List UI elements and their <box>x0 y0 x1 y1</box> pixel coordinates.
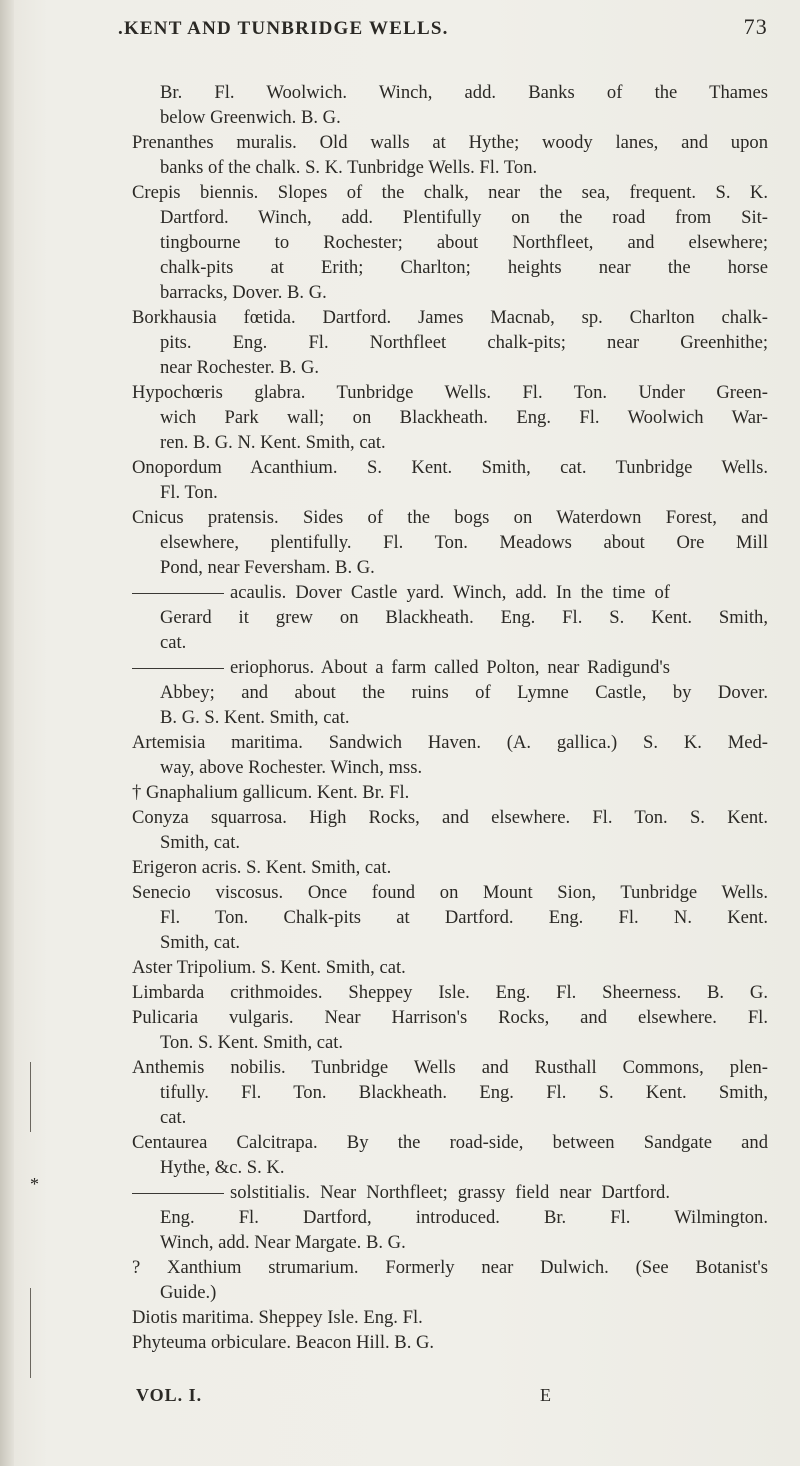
text-line <box>160 431 386 455</box>
signature-mark: VOL. I. <box>136 1385 203 1405</box>
text-line <box>132 806 768 830</box>
text-line-content: Diotis maritima. Sheppey Isle. Eng. Fl. <box>132 1307 423 1328</box>
text-line-content: tingbourne to Rochester; about Northfleet, and elsewhere; <box>160 232 768 253</box>
text-line <box>160 1106 186 1130</box>
text-line-content: Prenanthes muralis. Old walls at Hythe; woody lanes, and upon <box>132 132 768 153</box>
text-line <box>132 381 768 405</box>
text-line-content: † Gnaphalium gallicum. Kent. Br. Fl. <box>132 782 410 803</box>
text-line-content: B. G. S. Kent. Smith, cat. <box>160 707 350 728</box>
text-line <box>132 1331 434 1355</box>
page-gutter-shadow <box>0 0 14 1466</box>
text-line-content: banks of the chalk. S. K. Tunbridge Wells. Fl. Ton. <box>160 157 538 178</box>
text-line-content: Abbey; and about the ruins of Lymne Castle, by Dover. <box>160 682 768 703</box>
text-line-content: Conyza squarrosa. High Rocks, and elsewhere. Fl. Ton. S. Kent. <box>132 807 768 828</box>
margin-bracket <box>30 1288 31 1378</box>
text-line <box>132 506 768 530</box>
text-line <box>160 756 422 780</box>
text-line-content: Senecio viscosus. Once found on Mount Sion, Tunbridge Wells. <box>132 882 768 903</box>
text-line-content: wich Park wall; on Blackheath. Eng. Fl. Woolwich War- <box>160 407 768 428</box>
text-line-content: Onopordum Acanthium. S. Kent. Smith, cat. Tunbridge Wells. <box>132 457 768 478</box>
text-line-content: Pond, near Feversham. B. G. <box>160 557 375 578</box>
text-line-content: Winch, add. Near Margate. B. G. <box>160 1232 406 1253</box>
text-line <box>132 981 768 1005</box>
text-line <box>160 831 240 855</box>
text-line-content: Anthemis nobilis. Tunbridge Wells and Rusthall Commons, plen- <box>132 1057 768 1078</box>
text-line-content: way, above Rochester. Winch, mss. <box>160 757 423 778</box>
text-line-content: Guide.) <box>160 1282 217 1303</box>
text-line-content: tifully. Fl. Ton. Blackheath. Eng. Fl. S. Kent. Smith, <box>160 1082 768 1103</box>
text-line <box>160 106 341 130</box>
text-line <box>160 1156 284 1180</box>
text-line <box>160 631 186 655</box>
signature-letter: E <box>540 1385 551 1405</box>
text-line <box>132 131 768 155</box>
text-line <box>132 1181 670 1205</box>
text-line <box>132 181 768 205</box>
text-line-content: acaulis. Dover Castle yard. Winch, add. In the time of <box>230 582 670 603</box>
text-line-content: solstitialis. Near Northfleet; grassy field near Dartford. <box>230 1182 670 1203</box>
text-line <box>132 881 768 905</box>
text-line <box>160 256 768 280</box>
text-line <box>160 1081 768 1105</box>
text-line-content: elsewhere, plentifully. Fl. Ton. Meadows about Ore Mill <box>160 532 768 553</box>
text-line <box>132 456 768 480</box>
text-line-content: Crepis biennis. Slopes of the chalk, near the sea, frequent. S. K. <box>132 182 768 203</box>
text-line <box>160 1231 406 1255</box>
text-line <box>160 156 537 180</box>
text-line-content: Borkhausia fœtida. Dartford. James Macnab, sp. Charlton chalk- <box>132 307 768 328</box>
ditto-dash <box>132 593 224 594</box>
text-line-content: Ton. S. Kent. Smith, cat. <box>160 1032 344 1053</box>
text-line-content: cat. <box>160 1107 187 1128</box>
text-line-content: Smith, cat. <box>160 832 241 853</box>
text-line <box>160 481 218 505</box>
text-line-content: ? Xanthium strumarium. Formerly near Dulwich. (See Botanist's <box>132 1257 768 1278</box>
text-line <box>132 856 391 880</box>
text-line-content: Hypochœris glabra. Tunbridge Wells. Fl. Ton. Under Green- <box>132 382 768 403</box>
text-line <box>160 931 240 955</box>
text-line <box>132 306 768 330</box>
text-line-content: chalk-pits at Erith; Charlton; heights near the horse <box>160 257 768 278</box>
text-line-content: Smith, cat. <box>160 932 241 953</box>
text-line-content: near Rochester. B. G. <box>160 357 320 378</box>
text-line <box>160 706 350 730</box>
text-line-content: Eng. Fl. Dartford, introduced. Br. Fl. Wilmington. <box>160 1207 768 1228</box>
page-header <box>118 14 768 44</box>
text-line-content: cat. <box>160 632 187 653</box>
text-line <box>160 1031 343 1055</box>
text-line <box>160 681 768 705</box>
text-line <box>160 531 768 555</box>
text-line-content: Artemisia maritima. Sandwich Haven. (A. gallica.) S. K. Med- <box>132 732 768 753</box>
text-line-content: Centaurea Calcitrapa. By the road-side, between Sandgate and <box>132 1132 768 1153</box>
text-line-content: barracks, Dover. B. G. <box>160 282 327 303</box>
text-line-content: eriophorus. About a farm called Polton, near Radigund's <box>230 657 670 678</box>
text-line <box>160 81 768 105</box>
text-line-content: pits. Eng. Fl. Northfleet chalk-pits; near Greenhithe; <box>160 332 768 353</box>
text-line <box>132 1306 423 1330</box>
text-line <box>160 356 319 380</box>
margin-asterisk: * <box>30 1174 39 1194</box>
text-line <box>160 1206 768 1230</box>
text-line <box>132 656 670 680</box>
text-line-content: Aster Tripolium. S. Kent. Smith, cat. <box>132 957 406 978</box>
text-line <box>132 731 768 755</box>
text-line-content: Dartford. Winch, add. Plentifully on the road from Sit- <box>160 207 768 228</box>
text-line-content: Hythe, &c. S. K. <box>160 1157 285 1178</box>
text-line-content: Fl. Ton. <box>160 482 218 503</box>
text-line-content: Cnicus pratensis. Sides of the bogs on Waterdown Forest, and <box>132 507 768 528</box>
text-line <box>160 331 768 355</box>
text-line <box>132 1256 768 1280</box>
text-line-content: Phyteuma orbiculare. Beacon Hill. B. G. <box>132 1332 435 1353</box>
text-line <box>160 1281 216 1305</box>
text-line-content: Erigeron acris. S. Kent. Smith, cat. <box>132 857 392 878</box>
text-line-content: Br. Fl. Woolwich. Winch, add. Banks of the Thames <box>160 82 768 103</box>
text-line <box>160 906 768 930</box>
text-line <box>160 206 768 230</box>
running-title: .KENT AND TUNBRIDGE WELLS. <box>118 18 449 39</box>
ditto-dash <box>132 668 224 669</box>
text-line-content: ren. B. G. N. Kent. Smith, cat. <box>160 432 386 453</box>
text-line <box>160 556 375 580</box>
text-line <box>160 606 768 630</box>
text-line <box>160 281 327 305</box>
text-line-content: Limbarda crithmoides. Sheppey Isle. Eng. Fl. Sheerness. B. G. <box>132 982 768 1003</box>
text-line <box>132 1056 768 1080</box>
text-line <box>132 781 409 805</box>
text-line <box>160 231 768 255</box>
text-line-content: Pulicaria vulgaris. Near Harrison's Rocks, and elsewhere. Fl. <box>132 1007 768 1028</box>
ditto-dash <box>132 1193 224 1194</box>
margin-bracket <box>30 1062 31 1132</box>
text-line-content: below Greenwich. B. G. <box>160 107 341 128</box>
text-line-content: Gerard it grew on Blackheath. Eng. Fl. S. Kent. Smith, <box>160 607 768 628</box>
text-line <box>132 1006 768 1030</box>
text-line <box>132 1131 768 1155</box>
page-number: 73 <box>743 14 768 39</box>
text-line <box>132 581 670 605</box>
text-line-content: Fl. Ton. Chalk-pits at Dartford. Eng. Fl. N. Kent. <box>160 907 768 928</box>
text-line <box>132 956 406 980</box>
text-line <box>160 406 768 430</box>
